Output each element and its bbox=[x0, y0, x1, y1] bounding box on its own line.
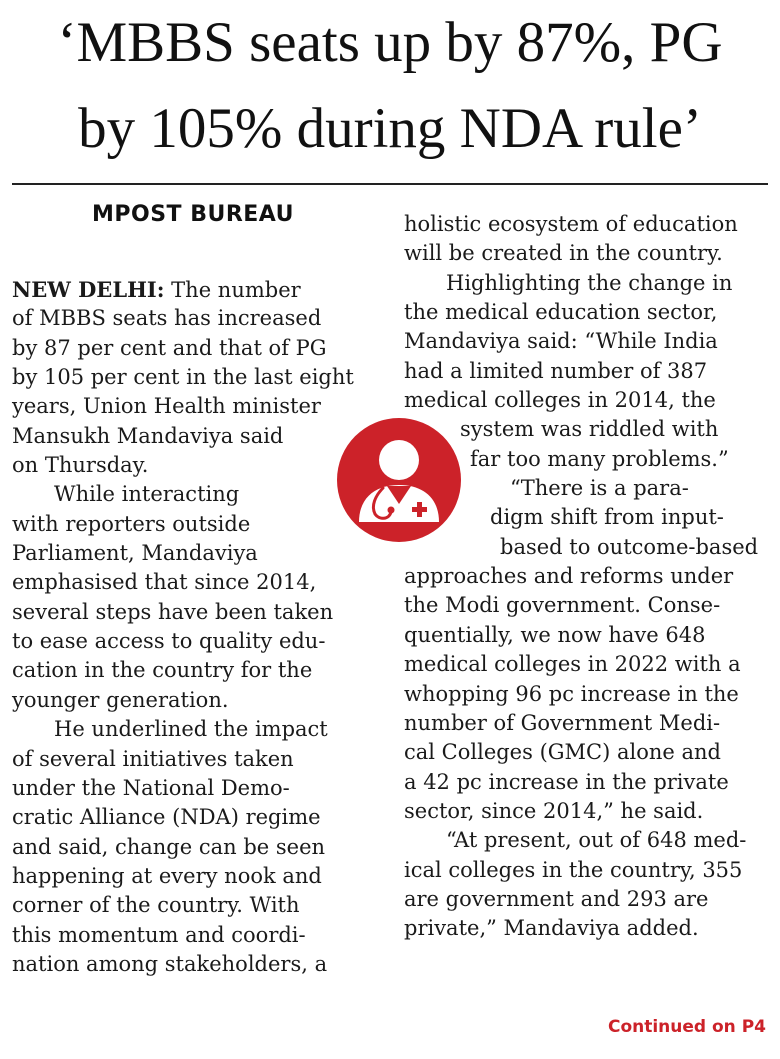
text-line: cratic Alliance (NDA) regime bbox=[12, 805, 321, 830]
text-line: “At present, out of 648 med- bbox=[446, 828, 747, 853]
text-line: medical colleges in 2014, the bbox=[404, 388, 716, 413]
right-column bbox=[404, 210, 770, 944]
text-line: corner of the country. With bbox=[12, 893, 300, 918]
text-line: years, Union Health minister bbox=[12, 394, 321, 419]
text-line: are government and 293 are bbox=[404, 886, 709, 911]
text-line: and said, change can be seen bbox=[12, 834, 326, 859]
text-line bbox=[12, 275, 374, 304]
text-line: by 87 per cent and that of PG bbox=[12, 335, 327, 360]
text-line: quentially, we now have 648 bbox=[404, 622, 706, 647]
text-line: emphasised that since 2014, bbox=[12, 570, 317, 595]
medical-cross-h bbox=[412, 507, 427, 512]
headline-line-2: by 105% during NDA rule’ bbox=[78, 97, 702, 160]
text-line: of several initiatives taken bbox=[12, 746, 294, 771]
text-line: under the National Demo- bbox=[12, 775, 290, 800]
text-line: Highlighting the change in bbox=[446, 270, 733, 295]
text-line: the Modi government. Conse- bbox=[404, 593, 721, 618]
stethoscope-chestpiece bbox=[388, 507, 395, 514]
dateline: NEW DELHI: bbox=[12, 277, 165, 302]
text-line: approaches and reforms under bbox=[404, 564, 734, 589]
text-line: Parliament, Mandaviya bbox=[12, 541, 258, 566]
text-line: by 105 per cent in the last eight bbox=[12, 365, 354, 390]
text-line: cal Colleges (GMC) alone and bbox=[404, 740, 721, 765]
text-line: cation in the country for the bbox=[12, 658, 313, 683]
text-line: He underlined the impact bbox=[54, 717, 328, 742]
headline-rule bbox=[12, 183, 768, 185]
text-line: sector, since 2014,” he said. bbox=[404, 798, 704, 823]
text-line: had a limited number of 387 bbox=[404, 358, 708, 383]
headline bbox=[0, 0, 780, 172]
text-line: this momentum and coordi- bbox=[12, 922, 306, 947]
text-line: several steps have been taken bbox=[12, 599, 334, 624]
text-line: Mansukh Mandaviya said bbox=[12, 423, 284, 448]
text-line: whopping 96 pc increase in the bbox=[404, 681, 739, 706]
text-line: based to outcome-based bbox=[500, 534, 759, 559]
text-line: Mandaviya said: “While India bbox=[404, 329, 718, 354]
text-line: digm shift from input- bbox=[490, 505, 724, 530]
doctor-icon bbox=[337, 418, 461, 542]
text-line: younger generation. bbox=[12, 687, 229, 712]
text-line: “There is a para- bbox=[510, 476, 689, 501]
text-line: private,” Mandaviya added. bbox=[404, 916, 699, 941]
text-line: of MBBS seats has increased bbox=[12, 306, 322, 331]
text-line: number of Government Medi- bbox=[404, 710, 721, 735]
text-fragment: The number bbox=[164, 278, 301, 302]
text-line: nation among stakeholders, a bbox=[12, 951, 328, 976]
text-line: the medical education sector, bbox=[404, 300, 718, 325]
text-line: to ease access to quality edu- bbox=[12, 629, 326, 654]
text-line: happening at every nook and bbox=[12, 863, 322, 888]
left-column bbox=[12, 275, 374, 979]
text-line: a 42 pc increase in the private bbox=[404, 769, 729, 794]
text-line: While interacting bbox=[54, 482, 240, 507]
text-line: ical colleges in the country, 355 bbox=[404, 857, 743, 882]
byline: MPOST BUREAU bbox=[91, 202, 295, 227]
text-line: will be created in the country. bbox=[404, 241, 723, 266]
text-line: medical colleges in 2022 with a bbox=[404, 652, 741, 677]
text-line: holistic ecosystem of education bbox=[404, 212, 738, 236]
text-line: with reporters outside bbox=[12, 511, 251, 536]
doctor-head bbox=[379, 440, 419, 480]
headline-line-1: ‘MBBS seats up by 87%, PG bbox=[57, 11, 723, 74]
text-line: far too many problems.” bbox=[470, 446, 729, 471]
continued-on-link: Continued on P4 bbox=[607, 1017, 766, 1037]
text-line: system was riddled with bbox=[460, 417, 719, 442]
text-line: on Thursday. bbox=[12, 453, 149, 478]
